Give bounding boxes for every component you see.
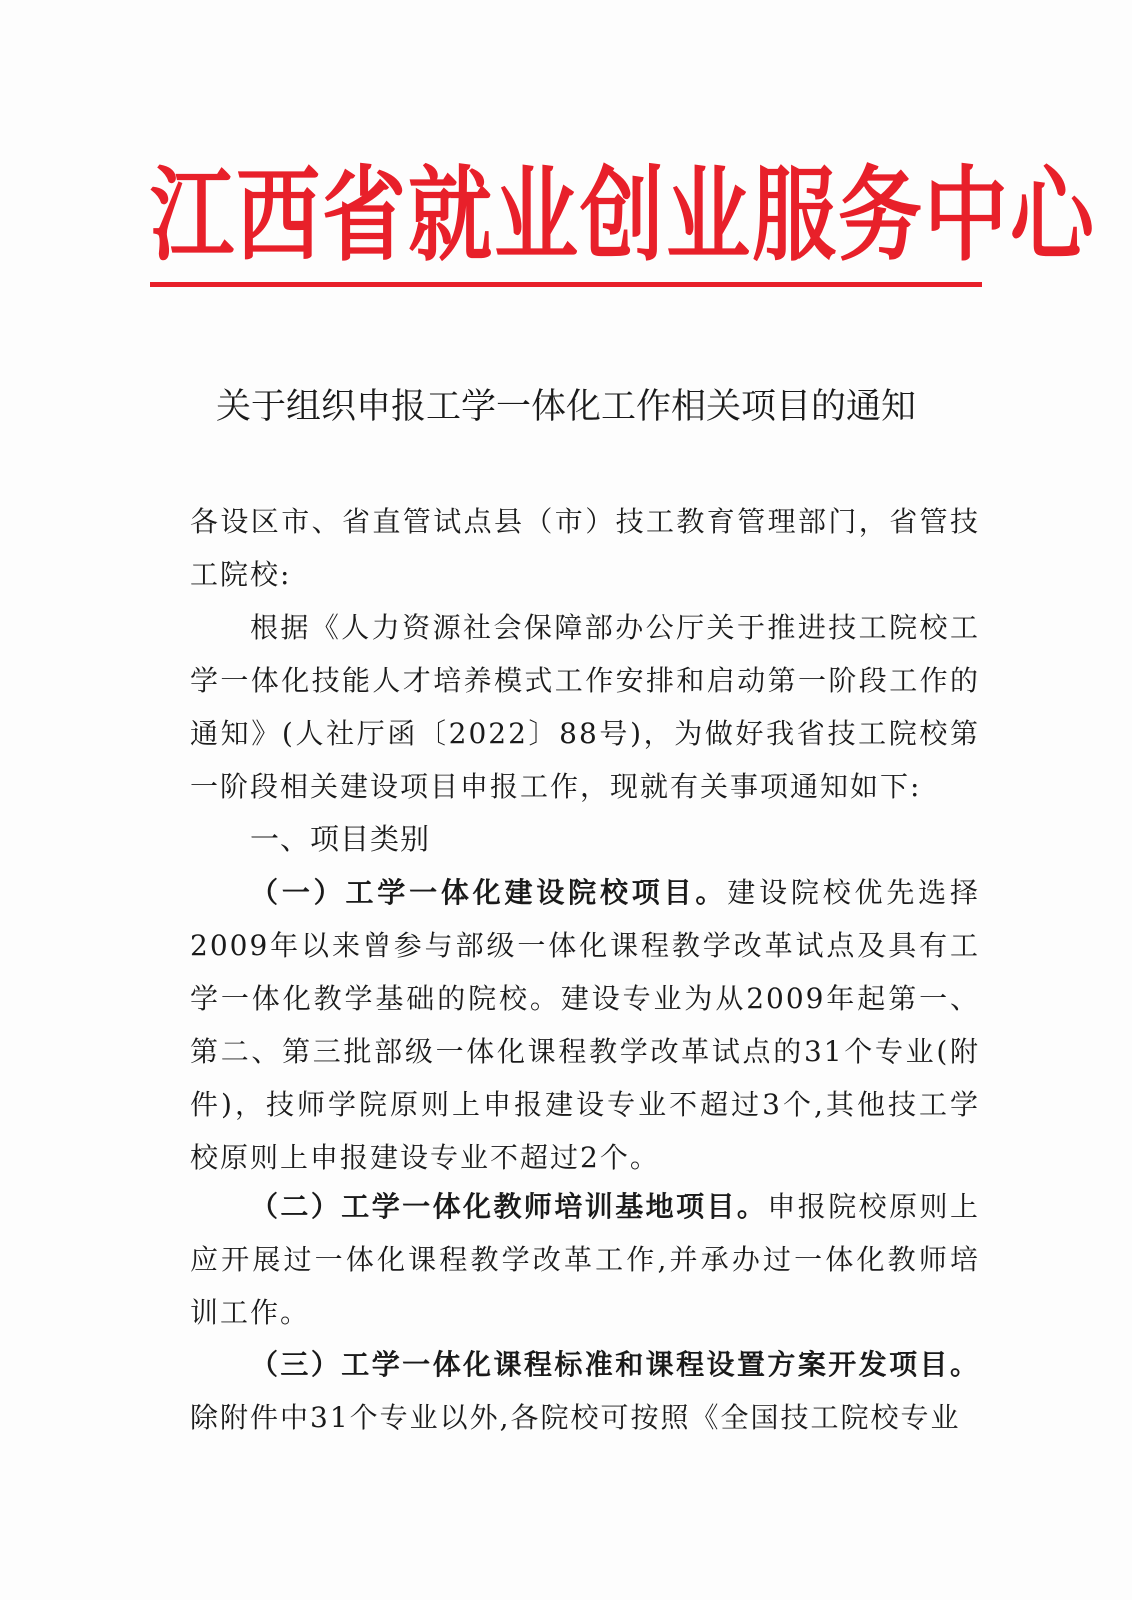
item-paragraph-1 — [190, 866, 980, 1184]
section-heading-project-categories: 一、项目类别 — [250, 822, 431, 856]
item-body-2: 申报院校原则上应开展过一体化课程教学改革工作,并承办过一体化教师培训工作。 — [190, 1190, 980, 1329]
item-heading-1: （一）工学一体化建设院校项目。 — [250, 876, 728, 909]
letterhead-org-name: 江西省就业创业服务中心 — [150, 155, 1097, 275]
item-heading-3: （三）工学一体化课程标准和课程设置方案开发项目。 — [250, 1348, 980, 1381]
item-paragraph-3 — [190, 1338, 980, 1444]
letterhead-red-rule — [150, 282, 982, 287]
item-body-1: 建设院校优先选择2009年以来曾参与部级一体化课程教学改革试点及具有工学一体化教学基础的院校。建设专业为从2009年起第一、第二、第三批部级一体化课程教学改革试点的31个专业(附件)，技师学院原则上申报建设专业不超过3个,其他技工学校原则上申报建设专业不超过2个。 — [190, 876, 980, 1174]
intro-paragraph: 根据《人力资源社会保障部办公厅关于推进技工院校工学一体化技能人才培养模式工作安排和启动第一阶段工作的通知》(人社厅函〔2022〕88号)，为做好我省技工院校第一阶段相关建设项目申报工作，现就有关事项通知如下: — [190, 611, 980, 803]
addressee-line: 各设区市、省直管试点县（市）技工教育管理部门，省管技工院校: — [190, 505, 980, 591]
item-body-3: 除附件中31个专业以外,各院校可按照《全国技工院校专业 — [190, 1401, 961, 1434]
document-title: 关于组织申报工学一体化工作相关项目的通知 — [215, 387, 916, 427]
item-heading-2: （二）工学一体化教师培训基地项目。 — [250, 1190, 768, 1223]
item-paragraph-2 — [190, 1180, 980, 1339]
